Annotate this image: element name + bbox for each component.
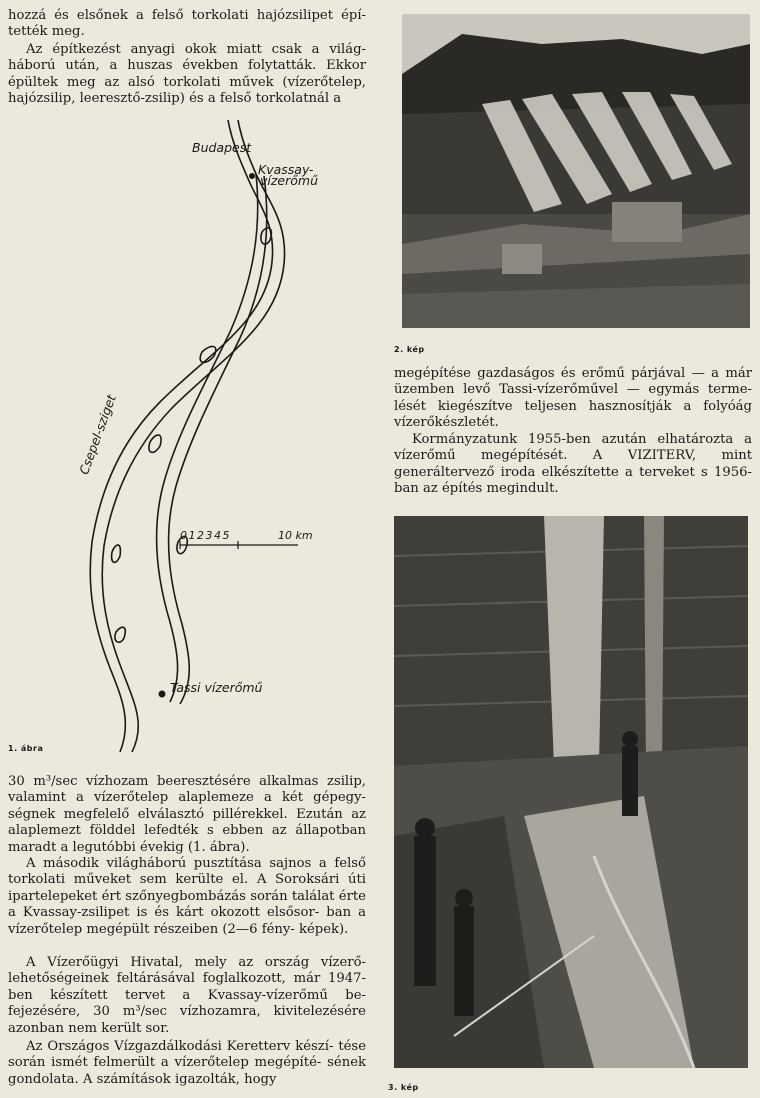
map-label-kvassay-line2: vízerőmű xyxy=(260,173,319,188)
left-paragraph-2: Az építkezést anyagi okok miatt csak a világ- háború után, a huszas években folytatták. Ekkor épültek meg az alsó torkolati művek (vízerőtelep, hajózsilip, leeresztő-zsilip) és a felső torkolatnál a xyxy=(8,42,366,107)
map-label-tassi: Tassi vízerőmű xyxy=(170,680,263,695)
left-paragraph-6: Az Országos Vízgazdálkodási Keretterv készí- tése során ismét felmerült a vízerőtelep megépíté- sének gondolata. A számítások igazolták, hogy xyxy=(8,1039,366,1087)
map-scale-ticks: 012345 xyxy=(180,529,231,542)
figure-1-caption: 1. ábra xyxy=(8,744,44,753)
tassi-plant-marker xyxy=(159,691,166,698)
photo-2-caption: 2. kép xyxy=(394,345,425,354)
right-paragraph-2: Kormányzatunk 1955-ben azután elhatározta a vízerőmű megépítését. A VIZITERV, mint generáltervező iroda elkészítette a terveket s 1956-ban az építés megindult. xyxy=(394,432,752,497)
map-label-budapest: Budapest xyxy=(192,140,252,155)
photo-3-caption: 3. kép xyxy=(388,1083,419,1092)
map-scale-end-label: 10 km xyxy=(278,529,313,542)
weir-structure-photo-drawing xyxy=(402,14,750,328)
left-paragraph-5: A Vízerőügyi Hivatal, mely az ország vízerő- lehetőségeinek feltárásával foglalkozott, már 1947-ben készített tervet a Kvassay-vízerőmű be- fejezésére, 30 m³/sec vízhozamra, kivitelezésére azonban nem került sor. xyxy=(8,955,366,1036)
danube-branch-map-drawing xyxy=(0,112,380,752)
map-label-csepel-island: Csepel-sziget xyxy=(76,392,119,477)
photo-2-image xyxy=(402,14,750,328)
right-paragraph-1: megépítése gazdaságos és erőmű párjával — a már üzemben levő Tassi-vízerőművel — egymás terme- lését kiegészítve teljesen hasznosítják a folyóág vízerőkészletét. xyxy=(394,366,752,431)
construction-site-photo-drawing xyxy=(394,516,748,1068)
left-paragraph-1: hozzá és elsőnek a felső torkolati hajózsilipet épí- tették meg. xyxy=(8,8,366,40)
left-paragraph-4: A második világháború pusztítása sajnos a felső torkolati műveket sem kerülte el. A Soroksári úti ipartelepeket ért szőnyegbombázás során találat érte a Kvassay-zsilipet is és kárt okozott elsősor- ban a vízerőtelep megépült részeiben (2—6 fény- képek). xyxy=(8,856,366,937)
map-label-kvassay-line1: Kvassay- xyxy=(258,162,314,177)
photo-3-image xyxy=(394,516,748,1068)
kvassay-plant-marker xyxy=(249,173,255,179)
left-paragraph-3: 30 m³/sec vízhozam beeresztésére alkalmas zsilip, valamint a vízerőtelep alaplemeze a két gépegy- ségnek megfelelő elválasztó pillérekkel. Ezután az alaplemezt földdel lefedték s ebben az állapotban maradt a legutóbbi évekig (1. ábra). xyxy=(8,774,366,855)
figure-1-map xyxy=(0,112,380,752)
map-scale-bar xyxy=(180,541,298,549)
